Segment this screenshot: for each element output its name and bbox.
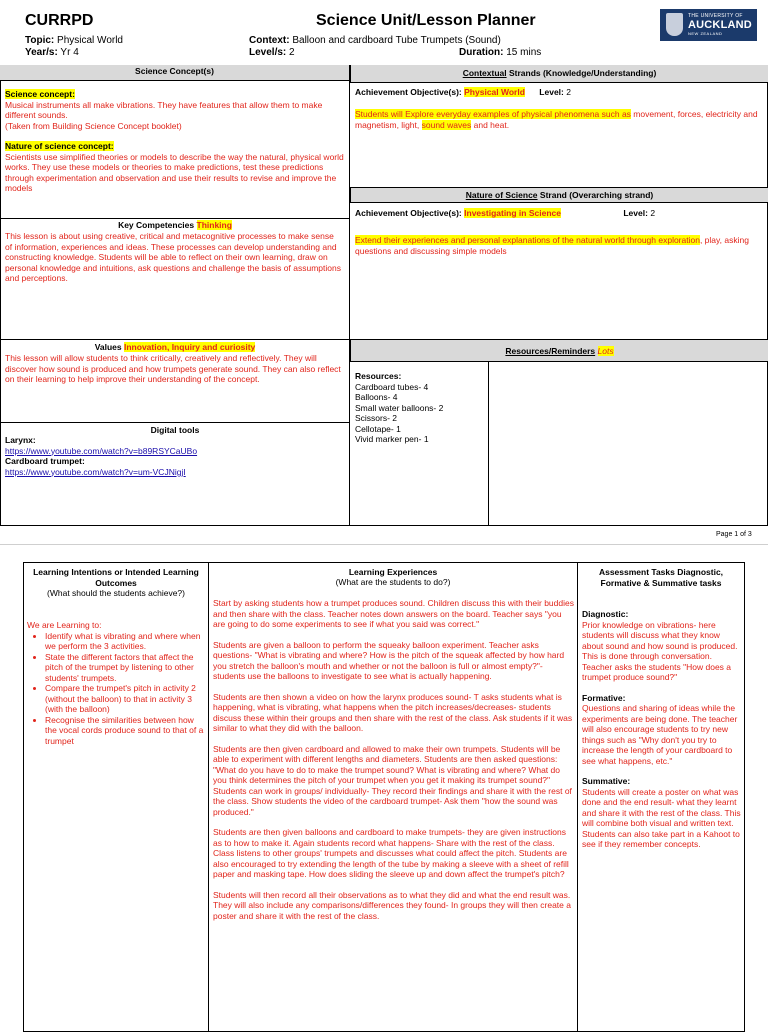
topic-value: Physical World [57, 35, 123, 46]
diagnostic-text: Prior knowledge on vibrations- here students will discuss what they know about sound and how sound is produced. This is done through conversation. Teacher asks the students "How does a trumpet produce sound?" [582, 619, 738, 682]
learning-intro: We are Learning to: [27, 620, 102, 630]
context-row [249, 35, 501, 47]
contextual-strands-header: Contextual Strands (Knowledge/Understanding) [350, 65, 768, 83]
values-highlight: Innovation, Inquiry and curiosity [124, 342, 256, 352]
diagnostic-label: Diagnostic: [582, 609, 629, 619]
learning-item: • Identify what is vibrating and where when we perform the 3 activities. [45, 631, 205, 652]
experience-paragraph: Students will then record all their observations as to what they did and what the end result was. They will also include any comparisons/differences they found- In groups they will then create a poster and share it with the rest of the class. [213, 889, 571, 921]
duration-value: 15 mins [506, 47, 542, 58]
experience-paragraph: Students are then given balloons and cardboard to make trumpets- they are given instructions as to how to make it. Again students record what happens- Share with the rest of the class. Class listens to other groups' trumpets and discusses what could affect the pitch. Students are also encouraged to try extending the length of the tube by making a sleeve with a sheet of refill paper and masking tape. How does sliding the sleeve up and down affect the trumpet's pitch? [213, 827, 569, 879]
learning-item: • State the different factors that affect the pitch of the trumpet by listening to other students' trumpets. [45, 652, 205, 684]
key-competencies-heading: Key Competencies Thinking [118, 220, 232, 230]
learning-experiences-body [213, 598, 574, 931]
learning-intentions-title: Learning Intentions or Intended Learning Outcomes [33, 567, 199, 588]
contextual-ao-row: Achievement Objective(s): Physical World Level: 2 [355, 87, 571, 97]
page-break [0, 544, 768, 545]
key-competencies-text: This lesson is about using creative, critical and metacognitive processes to make sense of information, experiences and ideas. These processes can develop understanding and constructing knowledge. Students will be able to reflect on their own learning, draw on personal knowledge and intuitions, ask questions and challenge the basis of assumptions and perceptions. [5, 231, 341, 283]
page-title: Science Unit/Lesson Planner [316, 12, 536, 29]
resources-header: Resources/Reminders Lots [350, 340, 768, 362]
learning-intentions-subtitle: (What should the students achieve?) [47, 588, 185, 598]
resource-item: Balloons- 4 [355, 392, 398, 402]
crest-icon [666, 13, 683, 36]
experience-paragraph: Students are given a balloon to perform the squeaky balloon experiment. Teacher asks questions- "What is vibrating and where? How is the pitch of the squeak affected by how hard you stretch the balloon's mouth and whether or not the balloon is full or almost empty?"- students use the balloons to investigate to see what is actually happening. [213, 639, 565, 681]
contextual-ao-value: Physical World [464, 87, 525, 97]
nature-concept-label: Nature of science concept: [5, 141, 114, 151]
resources-highlight: Lots [597, 346, 614, 356]
levels-label: Level/s: [249, 47, 287, 58]
nature-strand-header: Nature of Science Strand (Overarching strand) [350, 187, 768, 203]
duration-label: Duration: [459, 47, 504, 58]
resource-item: Scissors- 2 [355, 413, 398, 423]
key-competencies-highlight: Thinking [196, 220, 232, 230]
topic-row [25, 35, 123, 47]
levels-row [249, 47, 295, 59]
logo-line-1: THE UNIVERSITY OF [688, 13, 743, 19]
resource-item: Cardboard tubes- 4 [355, 381, 429, 392]
resource-item: Cellotape- 1 [355, 423, 401, 434]
experience-paragraph: Students are then given cardboard and allowed to make their own trumpets. Students will be able to experiment with different lengths and diameters. Students are then asked questions: "What do you have to do to make the trumpet sound? What is vibrating and where? What do you think determines the pitch of your trumpet when you get it making its trumpet sound?" Students can work in groups/ individually- They record their findings and share it with the rest of the class. Show students the video of the cardboard trumpet- Ask them "how the sound was produced." [213, 743, 572, 817]
summative-label: Summative: [582, 776, 631, 786]
duration-row [459, 47, 541, 59]
logo-line-2: AUCKLAND [688, 19, 752, 31]
summative-text: Students will create a poster on what was done and the end result- what they learnt and share it with the rest of the class. This will combine both visual and written text. Students can also take part in a Kahoot to see if they remember concepts. [582, 786, 741, 849]
values-heading: Values Innovation, Inquiry and curiosity [94, 342, 256, 352]
university-logo [660, 9, 757, 41]
learning-experiences-title: Learning Experiences [348, 567, 438, 577]
context-label: Context: [249, 35, 290, 46]
values-text: This lesson will allow students to think critically, creatively and reflectively. They will discover how sound is produced and how trumpets generate sound. They can also reflect on their learning to help improve their understanding of the concept. [5, 353, 341, 384]
grid-divider [349, 65, 350, 526]
science-concepts-header: Science Concept(s) [0, 65, 350, 81]
levels-value: 2 [289, 47, 295, 58]
context-value: Balloon and cardboard Tube Trumpets (Sound) [292, 35, 501, 46]
digital-tools-heading: Digital tools [150, 425, 200, 435]
trumpet-label: Cardboard trumpet: [5, 456, 85, 466]
assessment-body [582, 609, 742, 850]
resources-label: Resources: [355, 371, 402, 381]
digital-tools-body [5, 435, 345, 477]
assessment-title: Assessment Tasks Diagnostic, Formative & Summative tasks [598, 567, 724, 588]
experience-paragraph: Students are then shown a video on how the larynx produces sound- T asks students what is happening, what is vibrating, what happens when the pitch increases/decreases- students discuss these within their groups and then share with the rest of the class. Ask students if it was similar to what they did with the balloon. [213, 691, 573, 733]
learning-item: • Compare the trumpet's pitch in activity 2 (without the balloon) to that in activity 3 (with the balloon) [45, 683, 205, 715]
resources-list [355, 371, 485, 445]
years-label: Year/s: [25, 47, 58, 58]
nature-concept-text: Scientists use simplified theories or models to describe the way the natural, physical world works. They use these models or theories to make predictions, test these predictions through experimentation and observation and use their results to revise and improve the models [5, 151, 344, 193]
learning-intentions-body [27, 620, 205, 746]
brand-title: CURRPD [25, 12, 94, 29]
resource-item: Small water balloons- 2 [355, 402, 444, 413]
learning-experiences-subtitle: (What are the students to do?) [335, 577, 451, 587]
formative-label: Formative: [582, 692, 626, 703]
larynx-label: Larynx: [5, 435, 36, 445]
science-concept-label: Science concept: [5, 89, 75, 99]
contextual-text: Students will Explore everyday examples of physical phenomena such as movement, forces, electricity and magnetism, light, sound waves and heat. [355, 109, 758, 130]
years-value: Yr 4 [60, 47, 79, 58]
larynx-link[interactable]: https://www.youtube.com/watch?v=b89RSYCaUBo [5, 445, 198, 456]
topic-label: Topic: [25, 35, 55, 46]
digital-top-rule [0, 422, 350, 423]
kc-top-rule [0, 218, 350, 219]
page-number: Page 1 of 3 [716, 531, 752, 538]
nature-ao-row: Achievement Objective(s): Investigating in Science Level: 2 [355, 208, 656, 218]
science-concepts-body [5, 89, 345, 194]
nature-strand-text: Extend their experiences and personal explanations of the natural world through exploration, play, asking questions and discussing simple models [355, 235, 749, 256]
resources-divider [488, 362, 489, 526]
logo-line-3: NEW ZEALAND [688, 31, 723, 36]
years-row [25, 47, 79, 59]
science-concept-source: (Taken from Building Science Concept booklet) [5, 120, 182, 131]
learning-item: • Recognise the similarities between how the vocal cords produce sound to that of a trumpet [45, 715, 205, 747]
trumpet-link[interactable]: https://www.youtube.com/watch?v=um-VCJNigjI [5, 466, 186, 477]
resource-item: Vivid marker pen- 1 [355, 434, 429, 444]
science-concept-text: Musical instruments all make vibrations. They have features that allow them to make different sounds. [5, 99, 323, 120]
experience-paragraph: Start by asking students how a trumpet produces sound. Children discuss this with their buddies and then share with the class. Teacher notes down answers on the board. Teacher says "you are going to do some experiments to see if what you said was correct." [213, 598, 574, 629]
formative-text: Questions and sharing of ideas while the experiments are being done. The teacher will also encourage students to try new things such as "Why don't you try to increase the length of your cardboard to see what happens, etc." [582, 703, 738, 766]
nature-ao-value: Investigating in Science [464, 208, 561, 218]
